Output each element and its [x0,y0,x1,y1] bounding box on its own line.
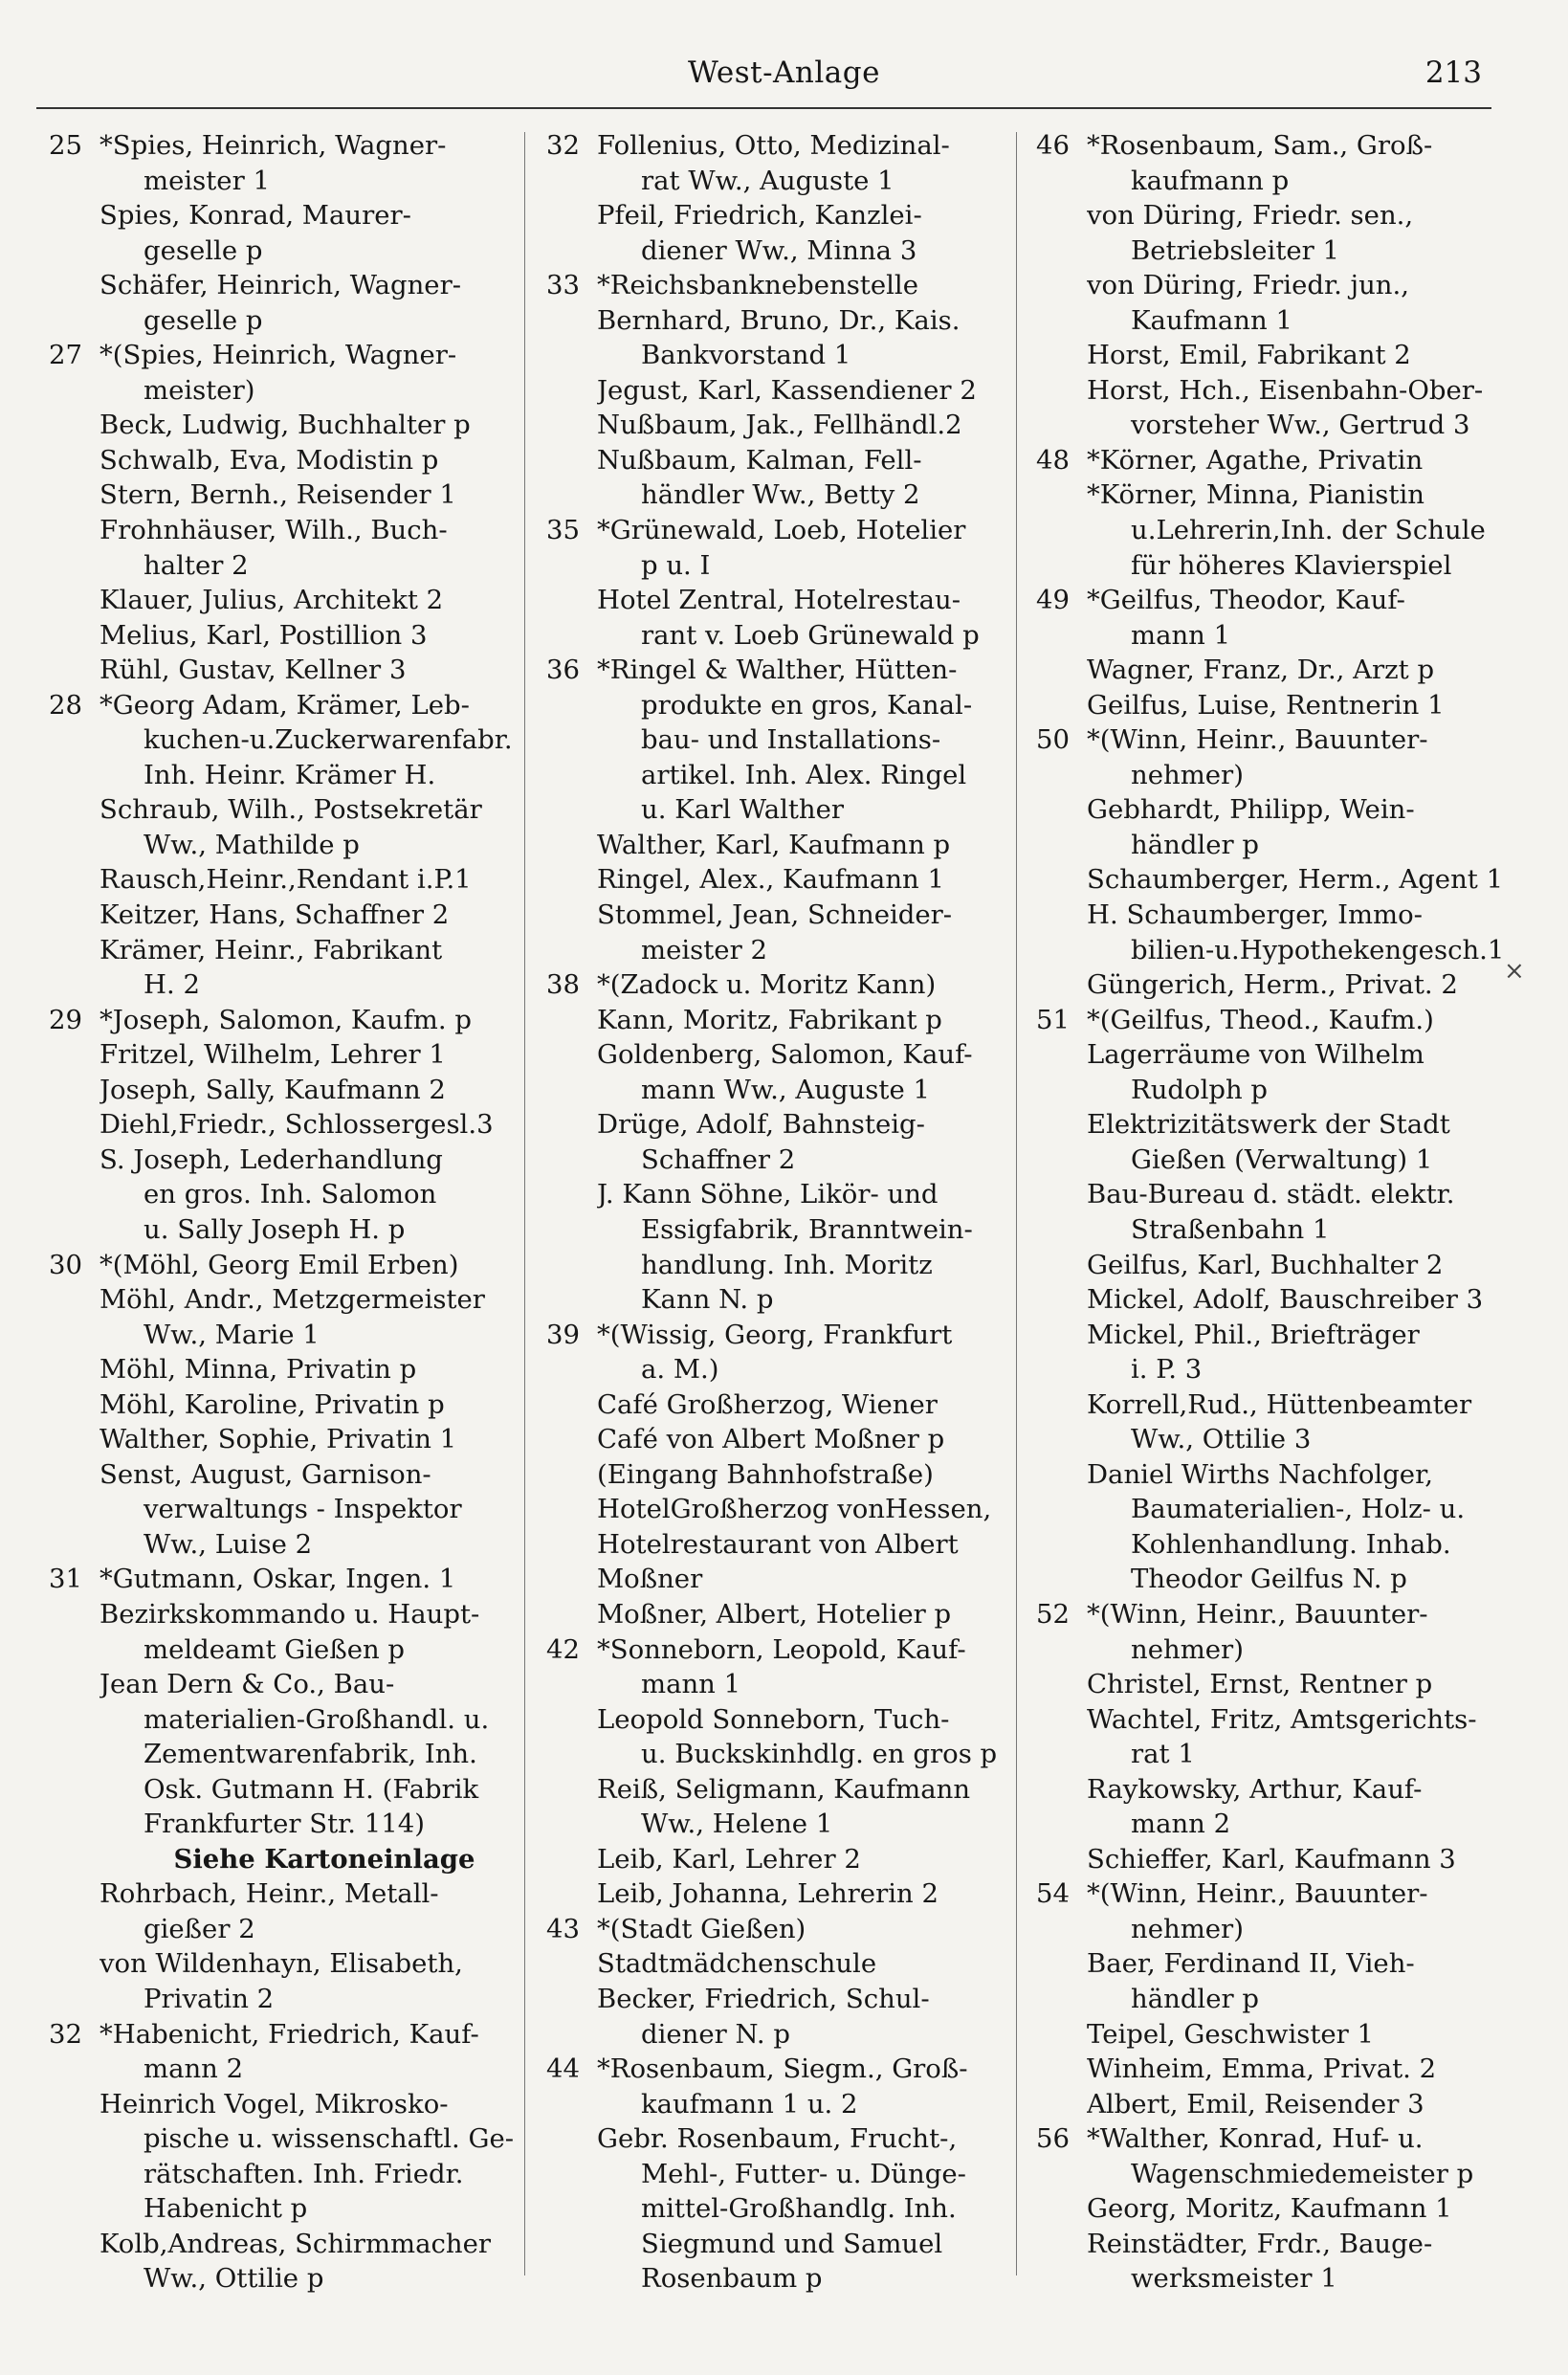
resident-line: Walther, Karl, Kaufmann p [597,829,951,860]
house-entry [532,967,1012,1317]
resident-line: Gießen (Verwaltung) 1 [1131,1143,1433,1175]
resident-line: Krämer, Heinr., Fabrikant [99,934,443,966]
resident-line: Ww., Marie 1 [144,1319,320,1350]
house-number: 51 [1036,1004,1070,1035]
house-entry [532,513,1012,653]
resident-line: Becker, Friedrich, Schul- [597,1983,930,2014]
resident-line: Bau-Bureau d. städt. elektr. [1087,1179,1455,1210]
resident-line: Schieffer, Karl, Kaufmann 3 [1087,1843,1456,1875]
resident-line: Horst, Hch., Eisenbahn-Ober- [1087,374,1484,406]
house-number: 33 [546,270,580,301]
resident-line: pische u. wissenschaftl. Ge- [144,2123,515,2155]
resident-line: Café Großherzog, Wiener [597,1388,938,1420]
house-entry [34,1562,520,2016]
house-entry [532,1912,1012,2052]
resident-line: *(Möhl, Georg Emil Erben) [99,1249,459,1280]
resident-line: Rosenbaum p [641,2263,823,2295]
resident-line: Baer, Ferdinand II, Vieh- [1087,1948,1415,1980]
page-number: 213 [1424,55,1482,90]
house-entry [1022,443,1506,583]
resident-line: Geilfus, Karl, Buchhalter 2 [1087,1249,1444,1280]
resident-line: Hotel Zentral, Hotelrestau- [597,585,961,616]
house-entry [1022,583,1506,722]
resident-line: rant v. Loeb Grünewald p [641,619,980,651]
house-entry [34,338,520,687]
resident-line: vorsteher Ww., Gertrud 3 [1131,410,1470,441]
resident-line: Stommel, Jean, Schneider- [597,899,953,931]
resident-line: Möhl, Minna, Privatin p [99,1354,417,1386]
resident-line: Schraub, Wilh., Postsekretär [99,794,482,826]
resident-line: *(Wissig, Georg, Frankfurt [597,1319,953,1350]
margin-mark: × [1504,957,1525,986]
resident-line: geselle p [144,234,263,266]
resident-line: Spies, Konrad, Maurer- [99,200,411,232]
resident-line: Kann, Moritz, Fabrikant p [597,1004,942,1035]
resident-line: *Grünewald, Loeb, Hotelier [597,515,966,546]
resident-line: *Walther, Konrad, Huf- u. [1087,2123,1424,2155]
resident-line: Hotelrestaurant von Albert [597,1528,959,1560]
house-entry [1022,1003,1506,1597]
resident-line: Klauer, Julius, Architekt 2 [99,585,444,616]
house-number: 29 [49,1004,82,1035]
resident-line: kuchen-u.Zuckerwarenfabr. [144,724,513,756]
house-number: 43 [546,1913,580,1944]
resident-line: Bankvorstand 1 [641,340,851,371]
street-heading: West-Anlage [688,55,880,90]
resident-line: kaufmann 1 u. 2 [641,2088,858,2120]
resident-line: Zementwarenfabrik, Inh. [144,1739,477,1770]
house-entry [532,1632,1012,1912]
house-entry [532,268,1012,513]
resident-line: Bernhard, Bruno, Dr., Kais. [597,304,961,336]
house-entry [34,2017,520,2297]
resident-line: *Spies, Heinrich, Wagner- [99,130,447,161]
house-number: 25 [49,130,82,161]
resident-line: halter 2 [144,549,249,581]
resident-line: *Körner, Agathe, Privatin [1087,444,1424,476]
resident-line: Georg, Moritz, Kaufmann 1 [1087,2193,1452,2225]
resident-line: Christel, Ernst, Rentner p [1087,1669,1433,1700]
resident-line: Mehl-, Futter- u. Dünge- [641,2158,966,2189]
resident-line: Nußbaum, Kalman, Fell- [597,444,922,476]
resident-line: händler Ww., Betty 2 [641,479,920,511]
house-number: 48 [1036,444,1070,476]
resident-line: *Joseph, Salomon, Kaufm. p [99,1004,472,1035]
house-number: 27 [49,340,82,371]
resident-line: i. P. 3 [1131,1354,1203,1386]
resident-line: nehmer) [1131,759,1244,790]
resident-line: *Habenicht, Friedrich, Kauf- [99,2018,479,2050]
house-number: 28 [49,689,82,721]
resident-line: Keitzer, Hans, Schaffner 2 [99,899,450,931]
resident-line: *(Zadock u. Moritz Kann) [597,969,937,1001]
house-entry [34,688,520,1003]
resident-line: diener Ww., Minna 3 [641,234,917,266]
resident-line: werksmeister 1 [1131,2263,1337,2295]
house-number: 52 [1036,1598,1070,1630]
resident-line: Habenicht p [144,2193,308,2225]
resident-line: Wagner, Franz, Dr., Arzt p [1087,655,1435,686]
house-number: 56 [1036,2123,1070,2155]
resident-line: *Sonneborn, Leopold, Kauf- [597,1633,966,1665]
resident-line: *Rosenbaum, Sam., Groß- [1087,130,1433,161]
resident-line: Café von Albert Moßner p [597,1424,945,1455]
house-number: 30 [49,1249,82,1280]
resident-line: mann 1 [641,1669,741,1700]
resident-line: meister) [144,374,255,406]
house-entry [1022,1597,1506,1876]
resident-line: Leib, Johanna, Lehrerin 2 [597,1878,939,1910]
resident-line: Siegmund und Samuel [641,2228,943,2259]
resident-line: Theodor Geilfus N. p [1131,1564,1407,1595]
house-entry [34,1248,520,1563]
resident-line: *Rosenbaum, Siegm., Groß- [597,2053,968,2085]
resident-line: Lagerräume von Wilhelm [1087,1039,1424,1071]
resident-line: meister 1 [144,165,270,196]
house-entry [1022,1876,1506,2121]
resident-line: *Geilfus, Theodor, Kauf- [1087,585,1405,616]
resident-line: Fritzel, Wilhelm, Lehrer 1 [99,1039,446,1071]
resident-line: produkte en gros, Kanal- [641,689,973,721]
resident-line: Leib, Karl, Lehrer 2 [597,1843,861,1875]
resident-line: Ww., Mathilde p [144,829,360,860]
resident-line: Rühl, Gustav, Kellner 3 [99,655,407,686]
resident-line: u.Lehrerin,Inh. der Schule [1131,515,1486,546]
resident-line: Teipel, Geschwister 1 [1087,2018,1375,2050]
resident-line: Moßner [597,1564,703,1595]
resident-line: Reinstädter, Frdr., Bauge- [1087,2228,1433,2259]
house-number: 38 [546,969,580,1001]
resident-line: Albert, Emil, Reisender 3 [1087,2088,1424,2120]
resident-line: H. Schaumberger, Immo- [1087,899,1423,931]
resident-line: S. Joseph, Lederhandlung [99,1143,443,1175]
house-number: 44 [546,2053,580,2085]
resident-line: Ringel, Alex., Kaufmann 1 [597,864,944,896]
house-number: 31 [49,1564,82,1595]
resident-line: HotelGroßherzog vonHessen, [597,1494,992,1525]
resident-line: H. 2 [144,969,200,1001]
resident-line: Ww., Ottilie 3 [1131,1424,1312,1455]
resident-line: rat 1 [1131,1739,1195,1770]
resident-line: mittel-Großhandlg. Inh. [641,2193,957,2225]
resident-line: Gebr. Rosenbaum, Frucht-, [597,2123,958,2155]
resident-line: u. Karl Walther [641,794,845,826]
resident-line: Geilfus, Luise, Rentnerin 1 [1087,689,1445,721]
resident-line: geselle p [144,304,263,336]
resident-line: Wagenschmiedemeister p [1131,2158,1474,2189]
resident-line: J. Kann Söhne, Likör- und [597,1179,939,1210]
resident-line: Privatin 2 [144,1983,275,2014]
house-number: 39 [546,1319,580,1350]
column-1 [34,128,520,2297]
house-entry [34,128,520,338]
resident-line: nehmer) [1131,1913,1244,1944]
resident-line: (Eingang Bahnhofstraße) [597,1458,934,1490]
resident-line: Wachtel, Fritz, Amtsgerichts- [1087,1703,1477,1735]
resident-line: mann 2 [1131,1809,1231,1840]
house-number: 32 [546,130,580,161]
resident-line: Osk. Gutmann H. (Fabrik [144,1773,479,1805]
resident-line: *Reichsbanknebenstelle [597,270,919,301]
resident-line: von Wildenhayn, Elisabeth, [99,1948,463,1980]
house-entry [532,128,1012,268]
column-divider [524,132,525,2275]
resident-line: Raykowsky, Arthur, Kauf- [1087,1773,1423,1805]
resident-line: *(Winn, Heinr., Bauunter- [1087,1598,1428,1630]
resident-line: händler p [1131,1983,1259,2014]
resident-line: Schaumberger, Herm., Agent 1 [1087,864,1504,896]
resident-line: meister 2 [641,934,767,966]
house-entry [1022,2121,1506,2297]
resident-line: mann Ww., Auguste 1 [641,1074,930,1105]
resident-line: Bezirkskommando u. Haupt- [99,1598,480,1630]
header-rule [36,107,1491,109]
house-entry [532,1318,1012,1632]
resident-line: gießer 2 [144,1913,255,1944]
resident-line: u. Buckskinhdlg. en gros p [641,1739,998,1770]
resident-line: Walther, Sophie, Privatin 1 [99,1424,457,1455]
column-3 [1022,128,1506,2297]
resident-line: rat Ww., Auguste 1 [641,165,894,196]
house-number: 46 [1036,130,1070,161]
resident-line: Möhl, Andr., Metzgermeister [99,1284,485,1316]
resident-line: Nußbaum, Jak., Fellhändl.2 [597,410,962,441]
resident-line: Beck, Ludwig, Buchhalter p [99,410,471,441]
resident-line: Inh. Heinr. Krämer H. [144,759,436,790]
resident-line: Baumaterialien-, Holz- u. [1131,1494,1466,1525]
house-entry [34,1003,520,1248]
resident-line: Leopold Sonneborn, Tuch- [597,1703,950,1735]
house-entry [532,653,1012,967]
resident-line: Daniel Wirths Nachfolger, [1087,1458,1433,1490]
resident-line: *(Spies, Heinrich, Wagner- [99,340,457,371]
resident-line: Jegust, Karl, Kassendiener 2 [597,374,977,406]
resident-line: Drüge, Adolf, Bahnsteig- [597,1109,925,1141]
resident-line: Kaufmann 1 [1131,304,1292,336]
resident-line: Heinrich Vogel, Mikrosko- [99,2088,449,2120]
resident-line: *Ringel & Walther, Hütten- [597,655,958,686]
resident-line: *(Geilfus, Theod., Kaufm.) [1087,1004,1434,1035]
resident-line: Pfeil, Friedrich, Kanzlei- [597,200,922,232]
resident-line: Schwalb, Eva, Modistin p [99,444,439,476]
resident-line: Jean Dern & Co., Bau- [99,1669,395,1700]
note-line: Siehe Kartoneinlage [173,1843,475,1875]
resident-line: *(Winn, Heinr., Bauunter- [1087,724,1428,756]
resident-line: materialien-Großhandl. u. [144,1703,490,1735]
resident-line: Elektrizitätswerk der Stadt [1087,1109,1450,1141]
page-header [0,50,1568,98]
resident-line: *(Stadt Gießen) [597,1913,806,1944]
resident-line: Follenius, Otto, Medizinal- [597,130,950,161]
house-number: 36 [546,655,580,686]
resident-line: Ww., Helene 1 [641,1809,833,1840]
resident-line: Senst, August, Garnison- [99,1458,431,1490]
resident-line: Güngerich, Herm., Privat. 2 [1087,969,1458,1001]
house-entry [1022,128,1506,443]
resident-line: a. M.) [641,1354,719,1386]
resident-line: Frohnhäuser, Wilh., Buch- [99,515,448,546]
resident-line: Essigfabrik, Branntwein- [641,1213,973,1245]
resident-line: Reiß, Seligmann, Kaufmann [597,1773,971,1805]
house-entry [1022,722,1506,1002]
resident-line: artikel. Inh. Alex. Ringel [641,759,967,790]
resident-line: u. Sally Joseph H. p [144,1213,406,1245]
resident-line: von Düring, Friedr. sen., [1087,200,1414,232]
resident-line: Diehl,Friedr., Schlossergesl.3 [99,1109,494,1141]
resident-line: Kolb,Andreas, Schirmmacher [99,2228,492,2259]
resident-line: Rohrbach, Heinr., Metall- [99,1878,439,1910]
resident-line: Stern, Bernh., Reisender 1 [99,479,456,511]
resident-line: Rausch,Heinr.,Rendant i.P.1 [99,864,472,896]
resident-line: *Georg Adam, Krämer, Leb- [99,689,470,721]
resident-line: Winheim, Emma, Privat. 2 [1087,2053,1437,2085]
column-divider [1016,132,1017,2275]
resident-line: Betriebsleiter 1 [1131,234,1340,266]
resident-line: Rudolph p [1131,1074,1269,1105]
resident-line: Moßner, Albert, Hotelier p [597,1598,952,1630]
resident-line: Kohlenhandlung. Inhab. [1131,1528,1451,1560]
resident-line: *Körner, Minna, Pianistin [1087,479,1424,511]
resident-line: handlung. Inh. Moritz [641,1249,933,1280]
house-number: 50 [1036,724,1070,756]
resident-line: Möhl, Karoline, Privatin p [99,1388,445,1420]
resident-line: meldeamt Gießen p [144,1633,406,1665]
resident-line: *(Winn, Heinr., Bauunter- [1087,1878,1428,1910]
resident-line: mann 1 [1131,619,1231,651]
resident-line: bau- und Installations- [641,724,941,756]
resident-line: Melius, Karl, Postillion 3 [99,619,428,651]
resident-line: diener N. p [641,2018,790,2050]
resident-line: Frankfurter Str. 114) [144,1809,425,1840]
resident-line: Straßenbahn 1 [1131,1213,1330,1245]
house-number: 54 [1036,1878,1070,1910]
resident-line: Schaffner 2 [641,1143,796,1175]
resident-line: Mickel, Adolf, Bauschreiber 3 [1087,1284,1484,1316]
resident-line: Gebhardt, Philipp, Wein- [1087,794,1415,826]
resident-line: rätschaften. Inh. Friedr. [144,2158,464,2189]
house-entry [532,2052,1012,2297]
resident-line: von Düring, Friedr. jun., [1087,270,1409,301]
resident-line: Schäfer, Heinrich, Wagner- [99,270,462,301]
resident-line: Kann N. p [641,1284,774,1316]
resident-line: Mickel, Phil., Briefträger [1087,1319,1420,1350]
resident-line: mann 2 [144,2053,244,2085]
house-number: 42 [546,1633,580,1665]
resident-line: händler p [1131,829,1259,860]
column-2 [532,128,1012,2297]
resident-line: en gros. Inh. Salomon [144,1179,437,1210]
resident-line: nehmer) [1131,1633,1244,1665]
resident-line: Stadtmädchenschule [597,1948,877,1980]
resident-line: verwaltungs - Inspektor [144,1494,462,1525]
resident-line: Horst, Emil, Fabrikant 2 [1087,340,1411,371]
resident-line: Ww., Ottilie p [144,2263,324,2295]
house-number: 32 [49,2018,82,2050]
house-number: 35 [546,515,580,546]
house-number: 49 [1036,585,1070,616]
resident-line: kaufmann p [1131,165,1290,196]
resident-line: Ww., Luise 2 [144,1528,313,1560]
resident-line: Goldenberg, Salomon, Kauf- [597,1039,973,1071]
resident-line: Korrell,Rud., Hüttenbeamter [1087,1388,1472,1420]
resident-line: bilien-u.Hypothekengesch.1 [1131,934,1505,966]
resident-line: für höheres Klavierspiel [1131,549,1452,581]
resident-line: Joseph, Sally, Kaufmann 2 [99,1074,446,1105]
resident-line: p u. I [641,549,711,581]
resident-line: *Gutmann, Oskar, Ingen. 1 [99,1564,456,1595]
